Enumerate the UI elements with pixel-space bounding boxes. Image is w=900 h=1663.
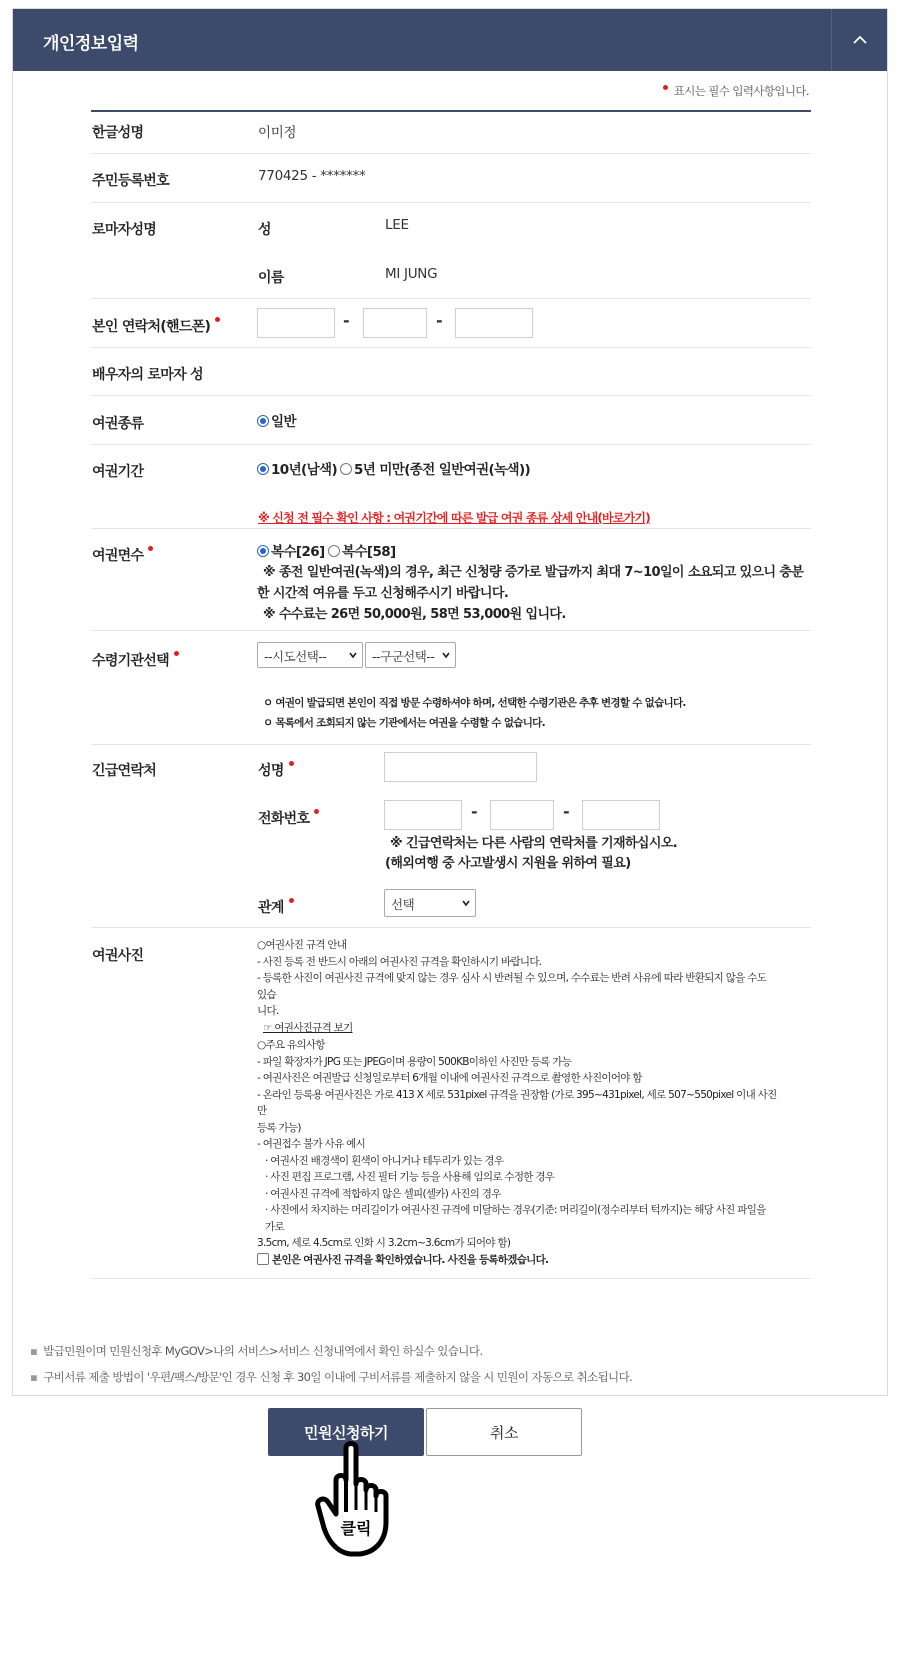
passport-type-option[interactable]: 일반 — [257, 410, 296, 430]
pages-note-1: ※ 종전 일반여권(녹색)의 경우, 최근 신청량 증가로 발급까지 최대 7~10일이 소요되고 있으니 충분 — [263, 565, 804, 580]
photo-guide-line: - 등록한 사진이 여권사진 규격에 맞지 않는 경우 심사 시 반려될 수 있으며, 수수료는 반려 사유에 따라 반환되지 않을 수도 있습 — [257, 972, 767, 1001]
panel-title: 개인정보입력 — [43, 34, 139, 54]
photo-caution-line: · 여권사진 배경색이 흰색이 아니거나 테두리가 있는 경우 — [265, 1154, 504, 1167]
divider — [91, 927, 811, 928]
panel-header — [13, 9, 887, 71]
form-top-rule — [91, 110, 811, 112]
submit-button[interactable]: 민원신청하기 — [268, 1408, 424, 1456]
divider — [91, 630, 811, 631]
photo-label: 여권사진 — [92, 948, 144, 964]
required-marker-icon — [663, 85, 668, 90]
photo-confirm[interactable]: 본인은 여권사진 규격을 확인하였습니다. 사진을 등록하겠습니다. — [257, 1252, 548, 1269]
photo-caution-line: · 사진 편집 프로그램, 사진 필터 기능 등을 사용해 임의로 수정한 경우 — [265, 1171, 555, 1183]
emergency-phone-input-3[interactable] — [582, 800, 660, 830]
chevron-down-icon — [349, 651, 357, 659]
chevron-up-icon — [852, 35, 868, 45]
pages-note-2: 한 시간적 여유를 두고 신청해주시기 바랍니다. — [257, 586, 509, 601]
phone-separator: - — [563, 802, 570, 821]
pickup-note-1: ㅇ 여권이 발급되면 본인이 직접 방문 수령하셔야 하며, 선택한 수령기관은 추후 변경할 수 없습니다. — [263, 697, 686, 709]
radio-selected-icon — [257, 545, 269, 557]
emergency-phone-input-2[interactable] — [490, 800, 554, 830]
divider — [91, 347, 811, 348]
gugun-select[interactable]: --구군선택-- — [365, 642, 456, 668]
pages-option-58[interactable]: 복수[58] — [328, 540, 396, 560]
phone-input-2[interactable] — [363, 308, 427, 338]
given-name-value: MI JUNG — [385, 266, 438, 282]
radio-selected-icon — [257, 415, 269, 427]
pages-label: 여권면수 — [92, 545, 153, 565]
resident-no-value: 770425 - ******* — [258, 168, 366, 184]
photo-confirm-checkbox[interactable] — [257, 1253, 269, 1265]
emergency-label: 긴급연락처 — [92, 763, 157, 779]
footnote-1: ▪ 발급민원이며 민원신청후 MyGOV>나의 서비스>서비스 신청내역에서 확인 하실수 있습니다. — [30, 1344, 483, 1358]
photo-cautions — [257, 1037, 777, 1252]
divider — [91, 202, 811, 203]
pages-option-26[interactable]: 복수[26] — [257, 540, 325, 560]
photo-caution-line: - 여권사진은 여권발급 신청일로부터 6개월 이내에 여권사진 규격으로 촬영한 사진이어야 함 — [257, 1072, 642, 1084]
emergency-name-label: 성명 — [258, 760, 294, 780]
emergency-note-1: ※ 긴급연락처는 다른 사람의 연락처를 기재하십시오. — [390, 836, 678, 851]
passport-type-guide-link[interactable]: ※ 신청 전 필수 확인 사항 : 여권기간에 따른 발급 여권 종류 상세 안내(바로가기) — [258, 511, 650, 525]
phone-label: 본인 연락처(핸드폰) — [92, 316, 220, 336]
pickup-note-2: ㅇ 목록에서 조회되지 않는 기관에서는 여권을 수령할 수 없습니다. — [263, 717, 545, 729]
given-name-label: 이름 — [258, 270, 284, 286]
divider — [91, 298, 811, 299]
chevron-down-icon — [442, 651, 450, 659]
phone-input-3[interactable] — [455, 308, 533, 338]
photo-guide-line: 니다. — [257, 1005, 279, 1017]
spouse-label: 배우자의 로마자 성 — [92, 367, 203, 383]
pickup-label: 수령기관선택 — [92, 650, 179, 670]
radio-unselected-icon — [328, 545, 340, 557]
photo-guide — [257, 937, 777, 1036]
phone-input-1[interactable] — [257, 308, 335, 338]
radio-selected-icon — [257, 463, 269, 475]
phone-separator: - — [471, 802, 478, 821]
resident-no-label: 주민등록번호 — [92, 173, 169, 189]
required-marker-icon — [174, 651, 179, 656]
footnote-2: ▪ 구비서류 제출 방법이 '우편/팩스/방문'인 경우 신청 후 30일 이내에 구비서류를 제출하지 않을 시 민원이 자동으로 취소됩니다. — [30, 1370, 633, 1384]
surname-label: 성 — [258, 222, 271, 238]
photo-spec-link[interactable]: ☞ 여권사진규격 보기 — [263, 1021, 353, 1034]
required-marker-icon — [215, 317, 220, 322]
sido-select[interactable]: --시도선택-- — [257, 642, 363, 668]
radio-unselected-icon — [340, 463, 352, 475]
pages-note-3: ※ 수수료는 26면 50,000원, 58면 53,000원 입니다. — [263, 607, 566, 622]
photo-guide-line: - 사진 등록 전 반드시 아래의 여권사진 규격을 확인하시기 바랍니다. — [257, 955, 542, 968]
roman-name-label: 로마자성명 — [92, 222, 157, 238]
relation-select[interactable]: 선택 — [384, 889, 476, 917]
chevron-down-icon — [462, 899, 470, 907]
photo-caution-title: ○주요 유의사항 — [257, 1039, 325, 1051]
required-marker-icon — [289, 898, 294, 903]
emergency-phone-input-1[interactable] — [384, 800, 462, 830]
relation-label: 관계 — [258, 897, 294, 917]
name-kr-label: 한글성명 — [92, 125, 144, 141]
required-marker-icon — [148, 546, 153, 551]
photo-guide-title: ○여권사진 규격 안내 — [257, 939, 347, 951]
emergency-name-input[interactable] — [384, 752, 537, 782]
photo-caution-line: 3.5cm, 세로 4.5cm로 인화 시 3.2cm~3.6cm가 되어야 함) — [257, 1237, 511, 1249]
divider — [91, 744, 811, 745]
photo-caution-line: 등록 가능) — [257, 1121, 301, 1134]
surname-value: LEE — [385, 217, 409, 233]
photo-caution-line: · 여권사진 규격에 적합하지 않은 셀피(셀카) 사진의 경우 — [265, 1187, 501, 1200]
emergency-note-2: (해외여행 중 사고발생시 지원을 위하여 필요) — [385, 856, 631, 871]
required-note: 표시는 필수 입력사항입니다. — [663, 83, 809, 99]
divider — [91, 528, 811, 529]
name-kr-value: 이미정 — [258, 125, 297, 141]
phone-separator: - — [436, 311, 443, 330]
passport-type-label: 여권종류 — [92, 416, 144, 432]
phone-separator: - — [343, 311, 350, 330]
personal-info-panel — [12, 8, 888, 1396]
photo-caution-line: - 온라인 등록용 여권사진은 가로 413 X 세로 531pixel 규격을 권장함 (가로 395~431pixel, 세로 507~550pixel 이내 사진만 — [257, 1088, 777, 1117]
pointing-hand-graphic — [312, 1440, 422, 1560]
emergency-phone-label: 전화번호 — [258, 808, 319, 828]
cancel-button[interactable]: 취소 — [426, 1408, 582, 1456]
period-option-5yr[interactable]: 5년 미만(종전 일반여권(녹색)) — [340, 458, 530, 478]
required-marker-icon — [314, 809, 319, 814]
photo-caution-line: - 파일 확장자가 JPG 또는 JPEG이며 용량이 500KB이하인 사진만 등록 가능 — [257, 1055, 572, 1068]
divider — [91, 153, 811, 154]
photo-caution-line: - 여권접수 불가 사유 예시 — [257, 1138, 366, 1150]
required-marker-icon — [289, 761, 294, 766]
passport-period-label: 여권기간 — [92, 464, 144, 480]
divider — [91, 444, 811, 445]
photo-caution-line: · 사진에서 차지하는 머리길이가 여권사진 규격에 미달하는 경우(기준: 머리길이(정수리부터 턱까지)는 해당 사진 파일을 가로 — [265, 1204, 766, 1233]
period-option-10yr[interactable]: 10년(남색) — [257, 458, 337, 478]
divider — [91, 1278, 811, 1279]
pointing-hand-icon — [312, 1440, 422, 1560]
collapse-button[interactable] — [831, 9, 887, 71]
divider — [91, 395, 811, 396]
click-label: 클릭 — [340, 1519, 372, 1538]
